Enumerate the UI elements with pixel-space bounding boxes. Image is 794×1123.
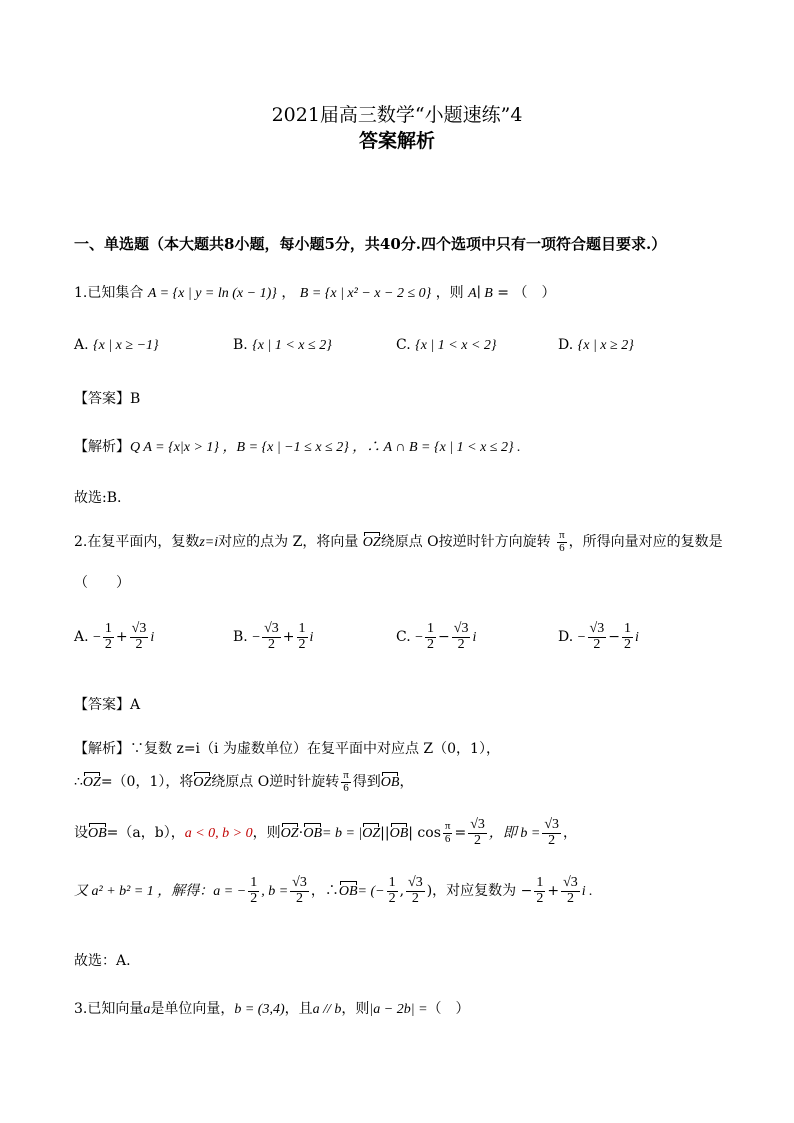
num: √3 <box>544 817 560 832</box>
num: √3 <box>292 875 307 890</box>
question-2-stem <box>74 530 723 554</box>
option-text: {x | 1 < x ≤ 2} <box>252 338 332 353</box>
text: , <box>399 883 405 900</box>
vector-ob: OB <box>380 775 400 791</box>
q1-stem-a: 1.已知集合 <box>74 285 144 301</box>
option-letter: C. <box>396 337 411 353</box>
den: 2 <box>457 636 465 652</box>
answer-label: 【答案】 <box>74 697 130 713</box>
den: 2 <box>474 832 482 848</box>
q1-option-a <box>74 337 159 354</box>
q1-analysis <box>74 436 521 456</box>
num: 1 <box>536 875 544 890</box>
option-text: {x | 1 < x < 2} <box>415 338 497 353</box>
q2-conclusion: 故选：A. <box>74 953 131 969</box>
q2-option-a <box>74 622 154 652</box>
q2-analysis-line-2 <box>74 770 413 794</box>
fraction <box>534 876 545 906</box>
text: 又 a² + b² = 1 ，解得：a = − <box>74 884 247 900</box>
den: 2 <box>250 890 258 906</box>
text: =（a，b）， <box>106 825 185 842</box>
vector-oz: OZ <box>362 826 381 842</box>
text: )，对应复数为 − <box>426 883 533 900</box>
q2-stem-b: 对应的点为 Z，将向量 <box>218 534 359 551</box>
imag-unit: i <box>634 630 639 646</box>
fraction <box>425 622 436 652</box>
num: π <box>559 529 565 541</box>
dot: ⋅ <box>298 825 304 842</box>
analysis-text: ∵复数 z=i（i 为虚数单位）在复平面中对应点 Z（0，1）， <box>130 741 500 757</box>
fraction <box>290 876 309 906</box>
vector-ob: OB <box>389 826 409 842</box>
vector-oz: OZ <box>193 775 212 791</box>
fraction-pi-6 <box>557 530 567 554</box>
q2-analysis-line-1 <box>74 738 500 758</box>
q2-analysis-line-4 <box>74 876 593 906</box>
num: 1 <box>250 875 258 890</box>
sign: − <box>577 630 586 646</box>
answer-value: A <box>130 697 141 713</box>
vector-ob: OB <box>303 826 322 842</box>
imag-unit: i <box>472 630 477 646</box>
q1-option-c <box>396 337 497 354</box>
text: 设 <box>74 825 88 842</box>
op: − <box>608 629 620 646</box>
op: + <box>115 629 128 646</box>
den: 2 <box>267 636 275 652</box>
fraction <box>297 622 308 652</box>
den: 2 <box>548 832 556 848</box>
q2-paren: （ ） <box>74 575 130 591</box>
op: + <box>282 629 295 646</box>
answer-label: 【答案】 <box>74 391 130 407</box>
fraction <box>387 876 398 906</box>
vector-a: a <box>143 1002 151 1017</box>
vector-ob: OB <box>338 884 358 900</box>
text: 绕原点 O逆时针旋转 <box>211 774 340 791</box>
fraction <box>452 622 471 652</box>
option-letter: B. <box>233 629 248 646</box>
q2-option-d <box>558 622 639 652</box>
option-letter: D. <box>558 629 574 646</box>
fraction <box>130 622 149 652</box>
q2-answer <box>74 694 140 714</box>
num: √3 <box>408 875 423 890</box>
fraction <box>561 876 580 906</box>
answer-value: B <box>130 391 141 407</box>
den: 6 <box>343 781 349 794</box>
q1-stem-c: = （ ） <box>497 285 556 301</box>
num: √3 <box>589 621 605 636</box>
num: √3 <box>470 817 485 832</box>
text: ，即 b = <box>488 826 541 842</box>
option-letter: C. <box>396 629 411 646</box>
imag-unit: i <box>309 630 314 646</box>
q2-analysis-line-3 <box>74 818 577 848</box>
text: i . <box>581 884 593 900</box>
q2-option-b <box>233 622 313 652</box>
den: 2 <box>427 636 435 652</box>
fraction <box>588 622 607 652</box>
text: | cos <box>408 825 441 842</box>
num: 1 <box>388 875 396 890</box>
den: 6 <box>559 541 565 554</box>
fraction <box>622 622 633 652</box>
q1-stem-b: ，则 <box>435 285 464 301</box>
q2-stem-c: 绕原点 O按逆时针方向旋转 <box>380 534 551 551</box>
num: √3 <box>264 621 279 636</box>
q2-option-c <box>396 622 476 652</box>
den: 2 <box>298 636 306 652</box>
text: , b = <box>261 884 289 900</box>
text: = b = | <box>322 826 363 842</box>
q2-stem-d: ，所得向量对应的复数是 <box>568 534 723 551</box>
text: 得到 <box>352 774 381 791</box>
analysis-text: Q A = {x|x > 1} ，B = {x | −1 ≤ x ≤ 2} ，∴ A ∩ B = {x | 1 < x ≤ 2} . <box>130 440 521 455</box>
den: 2 <box>295 890 303 906</box>
text: || <box>380 825 390 842</box>
text: ， <box>399 774 414 791</box>
vector-ob: OB <box>88 826 107 842</box>
option-text: {x | x ≥ 2} <box>577 338 634 353</box>
q1-set-b: B = {x | x² − x − 2 ≤ 0} <box>299 286 432 301</box>
question-1-stem <box>74 282 555 302</box>
num: π <box>444 820 451 833</box>
option-letter: A. <box>74 629 89 646</box>
text: ，则 <box>252 825 281 842</box>
analysis-label: 【解析】 <box>74 741 130 757</box>
condition: a < 0, b > 0 <box>184 826 253 842</box>
text: =（0，1），将 <box>100 774 194 791</box>
den: 2 <box>104 636 112 652</box>
section-heading: 一、单选题（本大题共8小题，每小题5分，共40分.四个选项中只有一项符合题目要求.） <box>74 235 667 253</box>
q3-stem-a: 3.已知向量 <box>74 1001 144 1017</box>
q1-answer <box>74 388 140 408</box>
den: 2 <box>536 890 544 906</box>
fraction <box>248 876 259 906</box>
num: π <box>343 769 349 781</box>
den: 2 <box>566 890 574 906</box>
op: − <box>438 629 450 646</box>
fraction-pi-6 <box>341 770 351 794</box>
fraction <box>103 622 114 652</box>
num: 1 <box>104 621 112 636</box>
num: √3 <box>131 621 147 636</box>
option-text: {x | x ≥ −1} <box>93 338 159 353</box>
num: 1 <box>427 621 435 636</box>
option-letter: B. <box>233 337 248 353</box>
sign: − <box>415 630 424 646</box>
fraction <box>262 622 281 652</box>
q1-set-a: A = {x | y = ln (x − 1)} <box>147 286 277 301</box>
den: 2 <box>135 636 143 652</box>
den: 2 <box>593 636 601 652</box>
q1-conclusion: 故选:B. <box>74 490 122 506</box>
imag-unit: i <box>150 630 155 646</box>
page-title: 2021届高三数学“小题速练”4 <box>271 104 523 126</box>
q1-option-b <box>233 337 332 354</box>
q1-option-d <box>558 337 634 354</box>
q2-z: z=i <box>199 535 219 551</box>
q2-stem-a: 2.在复平面内，复数 <box>74 534 200 551</box>
num: √3 <box>453 621 469 636</box>
fraction-pi-6 <box>443 821 453 845</box>
num: √3 <box>563 875 578 890</box>
analysis-label: 【解析】 <box>74 439 130 455</box>
fraction <box>406 876 425 906</box>
q3-stem-b: 是单位向量， <box>150 1001 235 1017</box>
q1-expr: A∣ B <box>468 286 493 301</box>
num: 1 <box>623 621 631 636</box>
option-letter: A. <box>74 337 89 353</box>
text: ， <box>563 825 578 842</box>
text: ，∴ <box>310 883 339 900</box>
den: 2 <box>411 890 419 906</box>
den: 2 <box>388 890 396 906</box>
q3-stem-d: ，则 <box>341 1001 370 1017</box>
fraction <box>542 818 561 848</box>
therefore: ∴ <box>74 774 83 791</box>
option-letter: D. <box>558 337 574 353</box>
page-subtitle: 答案解析 <box>358 130 435 152</box>
q1-sep: ， <box>281 285 296 301</box>
q3-paren: （ ） <box>427 1001 470 1017</box>
num: 1 <box>298 621 306 636</box>
den: 6 <box>444 832 451 845</box>
q3-stem-c: ，且 <box>284 1001 313 1017</box>
sign: − <box>93 630 101 646</box>
vector-oz: OZ <box>362 535 381 551</box>
text: + <box>547 883 560 900</box>
fraction <box>468 818 487 848</box>
parallel: a // b <box>312 1002 342 1017</box>
sign: − <box>252 630 261 646</box>
q3-expr: |a − 2b| = <box>369 1002 428 1017</box>
vector-oz: OZ <box>82 775 101 791</box>
text: = <box>454 825 467 842</box>
vector-b: b = (3,4) <box>234 1002 285 1017</box>
den: 2 <box>623 636 631 652</box>
text: = (− <box>357 884 385 900</box>
vector-oz: OZ <box>280 826 299 842</box>
question-3-stem <box>74 998 470 1018</box>
